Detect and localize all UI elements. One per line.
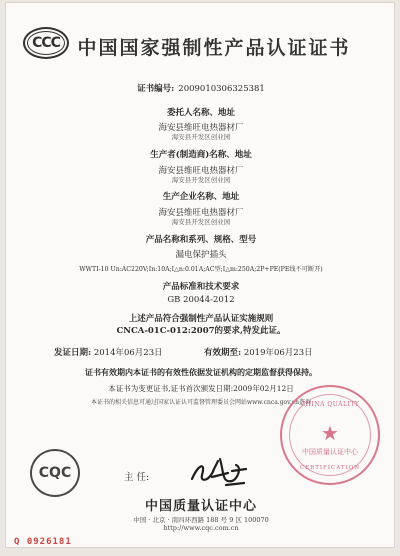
product-label: 产品名称和系列、规格、型号 (145, 235, 257, 245)
issue-date-label: 发证日期: (54, 348, 92, 358)
manufacturer-name: 海安县维旺电热器材厂 (158, 166, 244, 176)
certificate-page (5, 2, 395, 548)
certification-seal (280, 385, 380, 485)
certificate-number-row (6, 82, 395, 94)
address-text: 中国 · 北京 · 南四环西路 188 号 9 区 100070 (133, 516, 269, 524)
certificate-number-label: 证书编号: (137, 84, 175, 94)
applicant-address: 海安县开发区创业园 (171, 133, 231, 141)
organization-name: 中国质量认证中心 (144, 499, 257, 514)
cqc-logo: CQC (30, 449, 80, 497)
seal-bottom-text: CERTIFICATION (299, 465, 361, 471)
query-note: 本证书的相关信息可通过国家认证认可监督管理委员会网站www.cnca.gov.cn查询 (91, 399, 311, 406)
expiry-date-label: 有效期至: (204, 348, 242, 358)
certificate-title: 中国国家强制性产品认证证书 (77, 37, 351, 59)
manufacturer-label: 生产者(制造商)名称、地址 (150, 150, 252, 160)
serial-number: Q 0926181 (14, 537, 72, 547)
product-spec: WWTI-10 Un:AC220V;In:10A;I△n:0.01A;AC型;I△m:250A;2P+PE(PE线不可断开) (79, 266, 323, 273)
conformity-line-1: 上述产品符合强制性产品认证实施规则 (128, 314, 274, 324)
factory-label: 生产企业名称、地址 (162, 192, 240, 202)
website-link[interactable]: http://www.cqc.com.cn (163, 524, 239, 532)
director-signature (188, 455, 250, 489)
certificate-number: 2009010306325381 (178, 84, 265, 94)
organization-address (6, 515, 395, 532)
product-name: 漏电保护插头 (175, 250, 227, 260)
seal-inner-text: 中国质量认证中心 (302, 448, 358, 456)
standard-label: 产品标准和技术要求 (162, 282, 240, 292)
expiry-date-row (204, 346, 313, 358)
manufacturer-address: 海安县开发区创业园 (171, 176, 231, 184)
expiry-date: 2019年06月23日 (243, 348, 313, 358)
factory-address: 海安县开发区创业园 (171, 218, 231, 226)
issue-date: 2014年06月23日 (93, 348, 163, 358)
seal-star-icon: ★ (321, 421, 339, 445)
seal-arc-text: CHINA QUALITY (300, 401, 360, 408)
modification-note: 本证书为变更证书,证书首次颁发日期:2009年02月12日 (108, 384, 294, 393)
conformity-line-2: CNCA-01C-012:2007的要求,特发此证。 (116, 326, 286, 336)
applicant-name: 海安县维旺电热器材厂 (158, 123, 244, 133)
validity-note: 证书有效期内本证书的有效性依据发证机构的定期监督获得保持。 (85, 367, 317, 377)
issue-date-row (54, 346, 163, 358)
ccc-logo: CCC (23, 27, 69, 59)
applicant-label: 委托人名称、地址 (166, 108, 235, 118)
factory-name: 海安县维旺电热器材厂 (158, 208, 244, 218)
standard-value: GB 20044-2012 (167, 295, 235, 305)
director-label: 主 任: (124, 472, 150, 483)
